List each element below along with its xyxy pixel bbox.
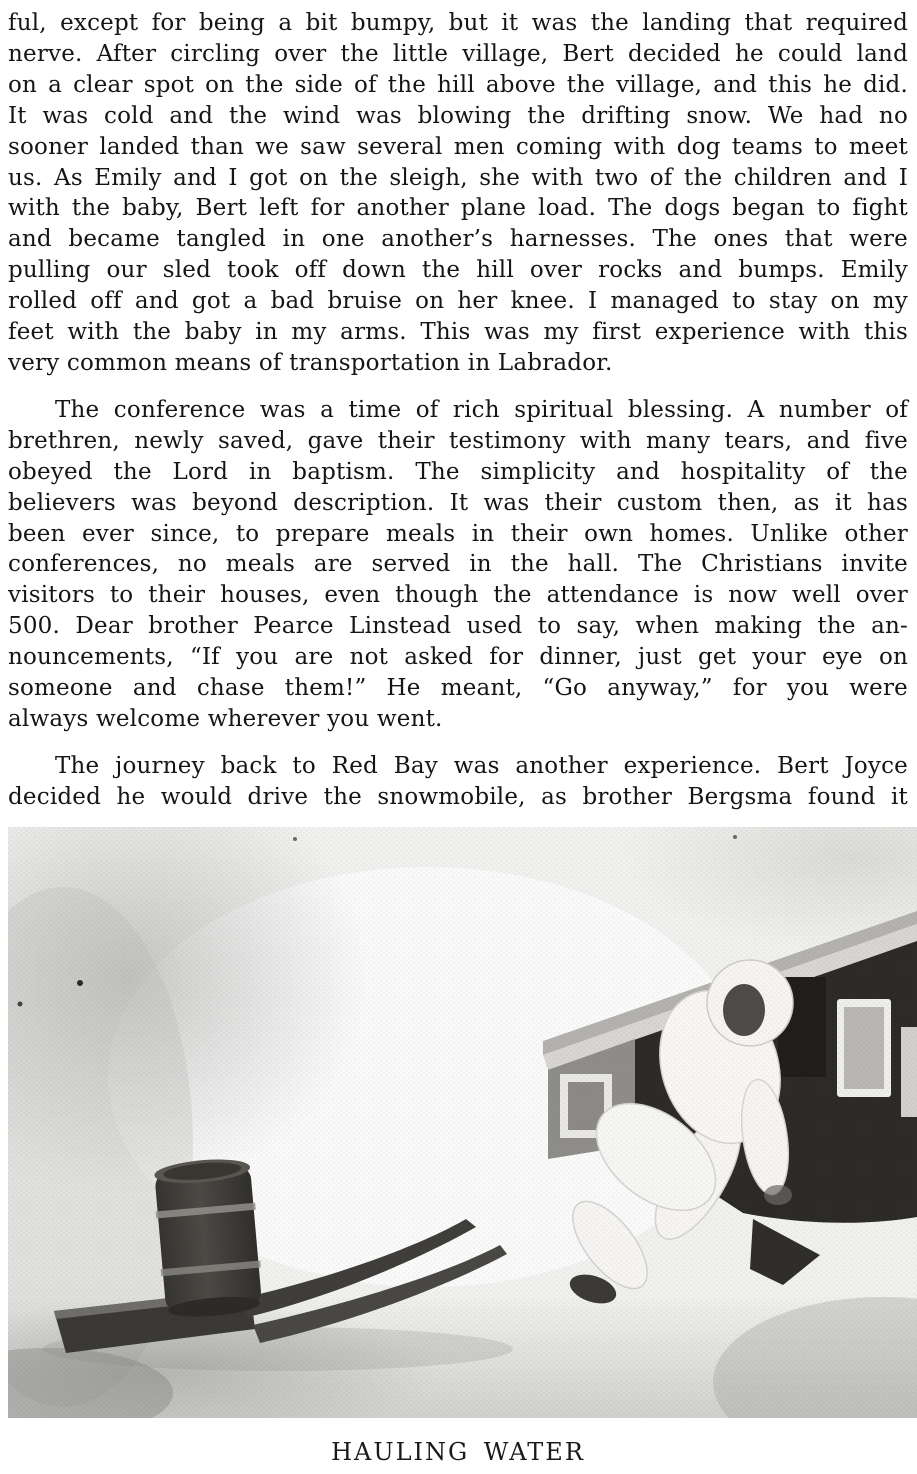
text-line: obeyed the Lord in baptism. The simplicity and hospitality of the (8, 458, 908, 485)
text-line: always welcome wherever you went. (8, 705, 443, 732)
paragraph (8, 751, 908, 813)
text-line: 500. Dear brother Pearce Linstead used to say, when making the an- (8, 613, 908, 640)
text-line: pulling our sled took off down the hill over rocks and bumps. Emily (8, 257, 908, 284)
text-line: conferences, no meals are served in the hall. The Christians invite (8, 551, 908, 578)
text-line: The conference was a time of rich spiritual blessing. A number of (55, 396, 908, 423)
figure-photo (8, 827, 917, 1466)
text-line: ful, except for being a bit bumpy, but it was the landing that required (8, 10, 908, 36)
text-line: been ever since, to prepare meals in their own homes. Unlike other (8, 520, 908, 547)
text-line: nerve. After circling over the little village, Bert decided he could land (8, 40, 908, 67)
text-line: feet with the baby in my arms. This was my first experience with this (8, 319, 908, 346)
text-line: decided he would drive the snowmobile, as brother Bergsma found it (8, 783, 908, 810)
text-line: someone and chase them!” He meant, “Go anyway,” for you were (8, 675, 908, 702)
figure-caption: HAULING WATER (331, 1437, 585, 1466)
text-line: nouncements, “If you are not asked for dinner, just get your eye on (8, 644, 908, 671)
paragraph (8, 8, 908, 379)
text-line: very common means of transportation in Labrador. (8, 349, 613, 376)
paragraph (8, 395, 908, 735)
hauling-water-photo (8, 827, 917, 1418)
text-line: brethren, newly saved, gave their testimony with many tears, and five (8, 427, 908, 454)
text-line: sooner landed than we saw several men coming with dog teams to meet (8, 133, 908, 160)
halftone-grain (8, 827, 917, 1418)
text-line: and became tangled in one another’s harnesses. The ones that were (8, 226, 908, 253)
text-line: It was cold and the wind was blowing the drifting snow. We had no (8, 102, 908, 129)
text-block (8, 8, 908, 813)
text-line: rolled off and got a bad bruise on her knee. I managed to stay on my (8, 288, 908, 315)
text-line: believers was beyond description. It was their custom then, as it has (8, 489, 908, 516)
text-line: on a clear spot on the side of the hill above the village, and this he did. (8, 71, 908, 98)
text-line: visitors to their houses, even though the attendance is now well over (8, 582, 908, 609)
text-line: us. As Emily and I got on the sleigh, she with two of the children and I (8, 164, 908, 191)
text-line: with the baby, Bert left for another plane load. The dogs began to fight (8, 195, 908, 222)
text-line: The journey back to Red Bay was another experience. Bert Joyce (55, 752, 908, 779)
